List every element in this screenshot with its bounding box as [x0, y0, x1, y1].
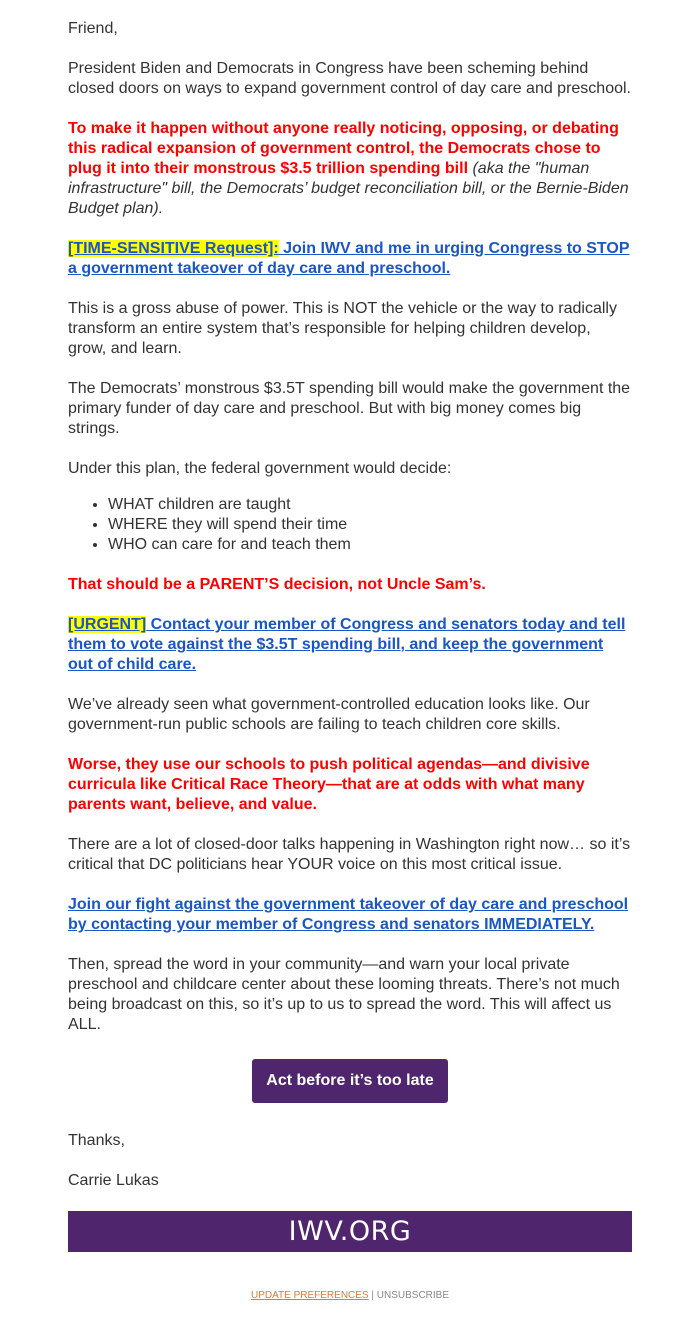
time-sensitive-text: Join IWV and me in urging Congress to STOP a government takeover of day care and preschool. [68, 240, 630, 277]
act-now-button[interactable]: Act before it’s too late [252, 1059, 447, 1103]
thanks: Thanks, [68, 1132, 125, 1149]
decision-list [68, 495, 632, 555]
funder-paragraph: The Democrats’ monstrous $3.5T spending bill would make the government the primary funder of day care and preschool. But with big money comes big strings. [68, 380, 631, 437]
spread-word-paragraph: Then, spread the word in your community—and warn your local private preschool and childcare center about these looming threats. There’s not much being broadcast on this, so it’s up to us to spread the word. This will affect us ALL. [68, 956, 620, 1033]
list-item: • WHAT children are taught [108, 495, 632, 515]
list-item: • WHO can care for and teach them [108, 535, 632, 555]
worse-statement: Worse, they use our schools to push political agendas—and divisive curricula like Critical Race Theory—that are at odds with what many parents want, believe, and value. [68, 756, 590, 813]
urgent-text: Contact your member of Congress and senators today and tell them to vote against the $3.5T spending bill, and keep the government out of child care. [68, 616, 626, 673]
abuse-paragraph: This is a gross abuse of power. This is NOT the vehicle or the way to radically transform an entire system that’s responsible for helping children develop, grow, and learn. [68, 300, 617, 357]
red-statement-paragraph [68, 119, 632, 219]
greeting: Friend, [68, 20, 118, 37]
footer-links [68, 1290, 632, 1302]
parent-decision-statement: That should be a PARENT’S decision, not Uncle Sam’s. [68, 576, 486, 593]
footer-logo-bar[interactable] [68, 1211, 632, 1252]
unsubscribe-link[interactable]: UNSUBSCRIBE [376, 1290, 450, 1301]
footer-separator: | [368, 1290, 377, 1301]
list-item: • WHERE they will spend their time [108, 515, 632, 535]
urgent-link[interactable] [68, 616, 625, 673]
time-sensitive-link[interactable] [68, 240, 630, 277]
education-paragraph: We’ve already seen what government-controlled education looks like. Our government-run public schools are failing to teach children core skills. [68, 696, 590, 733]
button-wrap [68, 1059, 632, 1103]
cta-paragraph-3 [68, 895, 632, 935]
footer-logo: IWV.ORG [288, 1215, 412, 1247]
red-statement: To make it happen without anyone really noticing, opposing, or debating this radical expansion of government control, the Democrats chose to plug it into their monstrous $3.5 trillion spending bill [68, 120, 619, 177]
email-body [68, 0, 632, 1302]
closed-door-paragraph: There are a lot of closed-door talks happening in Washington right now… so it’s critical that DC politicians hear YOUR voice on this most critical issue. [68, 836, 631, 873]
time-sensitive-tag: [TIME-SENSITIVE Request]: [68, 240, 279, 257]
join-fight-link[interactable]: Join our fight against the government takeover of day care and preschool by contacting your member of Congress and senators IMMEDIATELY. [68, 896, 629, 933]
list-intro: Under this plan, the federal government would decide: [68, 460, 452, 477]
urgent-tag: [URGENT] [68, 616, 147, 633]
cta-paragraph-2 [68, 615, 632, 675]
italic-aside: (aka the "human infrastructure" bill, the Democrats’ budget reconciliation bill, or the Bernie-Biden Budget plan). [68, 160, 629, 217]
cta-paragraph-1 [68, 239, 632, 279]
intro-paragraph: President Biden and Democrats in Congress have been scheming behind closed doors on ways to expand government control of day care and preschool. [68, 60, 631, 97]
signature: Carrie Lukas [68, 1172, 159, 1189]
update-preferences-link[interactable]: UPDATE PREFERENCES [250, 1290, 369, 1301]
